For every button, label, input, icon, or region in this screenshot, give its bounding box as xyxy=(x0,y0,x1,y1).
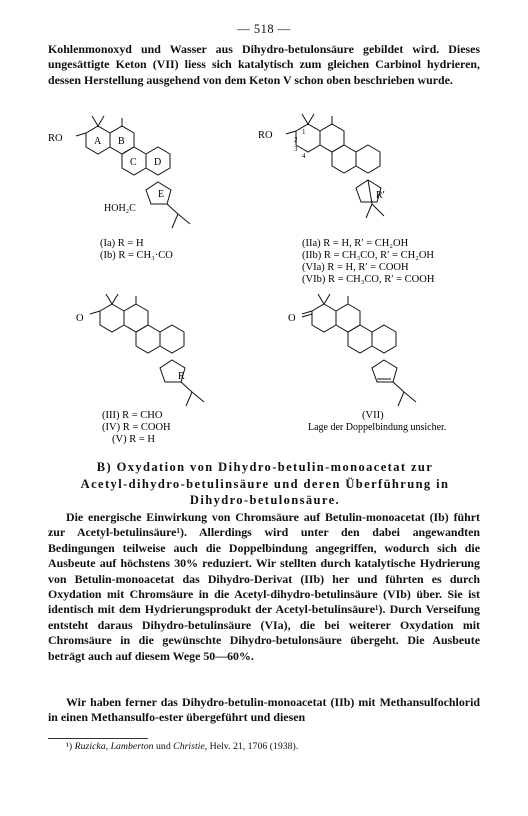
structure-iii-substituent: O xyxy=(76,313,84,324)
structure-i-substituent: RO xyxy=(48,133,63,144)
caption-ib: (Ib) R = CH₃·CO xyxy=(100,250,173,261)
atom-number-2: 2 xyxy=(294,136,298,144)
atom-number-1: 1 xyxy=(302,128,306,136)
section-heading-line-3: Dihydro-betulonsäure. xyxy=(189,493,341,508)
structure-iii xyxy=(90,294,204,406)
footnote-marker: ¹) xyxy=(66,741,73,752)
structure-iii-group: R xyxy=(178,371,185,382)
footnote-authors: Ruzicka, Lamberton xyxy=(74,741,154,752)
intro-paragraph: Kohlenmonoxyd und Wasser aus Dihydro-betulonsäure gebildet wird. Dieses ungesättigte Keton (VII) liess sich katalytisch zum gleichen Carbinol hydrieren, dessen Herstellung ausgehend von dem Keton V schon oben beschrieben wurde. xyxy=(48,42,480,87)
footnote-and: und xyxy=(153,741,174,752)
section-heading xyxy=(30,459,500,509)
caption-v: (V) R = H xyxy=(112,434,155,445)
page-number: — 518 — xyxy=(237,22,291,36)
structure-vii xyxy=(302,294,416,406)
structure-figure xyxy=(40,110,500,450)
structure-ii-substituent: RO xyxy=(258,130,273,141)
caption-ia: (Ia) R = H xyxy=(100,238,144,249)
structure-ii-group: R′ xyxy=(376,190,385,201)
section-heading-line-1: B) Oxydation von Dihydro-betulin-monoacetat zur xyxy=(96,460,434,474)
footnote-author3: Christie, xyxy=(173,741,208,752)
footnote-ref: Helv. 21, 1706 (1938). xyxy=(207,741,299,752)
atom-number-3: 3 xyxy=(294,145,298,153)
ring-label-d: D xyxy=(154,157,162,168)
structure-i-group: HOH₂C xyxy=(104,203,136,214)
body-paragraph-2 xyxy=(48,695,480,726)
caption-via: (VIa) R = H, R′ = COOH xyxy=(302,262,409,273)
caption-iib: (IIb) R = CH₃CO, R′ = CH₂OH xyxy=(302,250,435,261)
body-paragraph xyxy=(48,510,480,664)
ring-label-e: E xyxy=(158,189,165,200)
structure-drawings xyxy=(40,110,500,450)
atom-number-4: 4 xyxy=(302,152,306,160)
body-paragraph-text: Die energische Einwirkung von Chromsäure auf Betulin-monoacetat (Ib) führt zur Acetyl-betulinsäure¹). Allerdings wird unter den dabei angewandten Bedingungen teilweise auch die Doppelbindung angegriffen, wodurch sich die Ausbeute auf höchstens 30% reduziert. Wir stellten durch katalytische Hydrierung von Betulin-monoacetat das Dihydro-Derivat (IIb) her und führten es durch Oxydation mit Chromsäure in die Acetyl-dihydro-betulinsäure (VIb) über. Sie ist identisch mit dem Hydrierungsprodukt der Acetyl-betulinsäure¹). Durch Verseifung entsteht daraus Dihydro-betulinsäure (VIa), die bei weiterer Oxydation mit Chromsäure in die gewünschte Dihydro-betulonsäure übergeht. Die Ausbeute beträgt auch auf diesem Wege 50—60%. xyxy=(48,510,480,663)
caption-vii-note: Lage der Doppelbindung unsicher. xyxy=(308,422,447,433)
ring-label-b: B xyxy=(118,136,125,147)
footnote xyxy=(66,741,486,753)
caption-iii: (III) R = CHO xyxy=(102,410,163,421)
ring-label-c: C xyxy=(130,157,137,168)
ring-label-a: A xyxy=(94,136,102,147)
body-paragraph-2-text: Wir haben ferner das Dihydro-betulin-monoacetat (IIb) mit Methansulfochlorid in einen Methansulfo-ester übergeführt und diesen xyxy=(48,695,480,725)
caption-vib: (VIb) R = CH₃CO, R′ = COOH xyxy=(302,274,435,285)
footnote-rule xyxy=(48,738,148,739)
caption-vii: (VII) xyxy=(362,410,384,421)
structure-ii xyxy=(286,114,384,218)
caption-iv: (IV) R = COOH xyxy=(102,422,171,433)
structure-vii-substituent: O xyxy=(288,313,296,324)
section-heading-line-2: Acetyl-dihydro-betulinsäure und deren Überführung in xyxy=(80,476,450,491)
caption-iia: (IIa) R = H, R′ = CH₂OH xyxy=(302,238,409,249)
